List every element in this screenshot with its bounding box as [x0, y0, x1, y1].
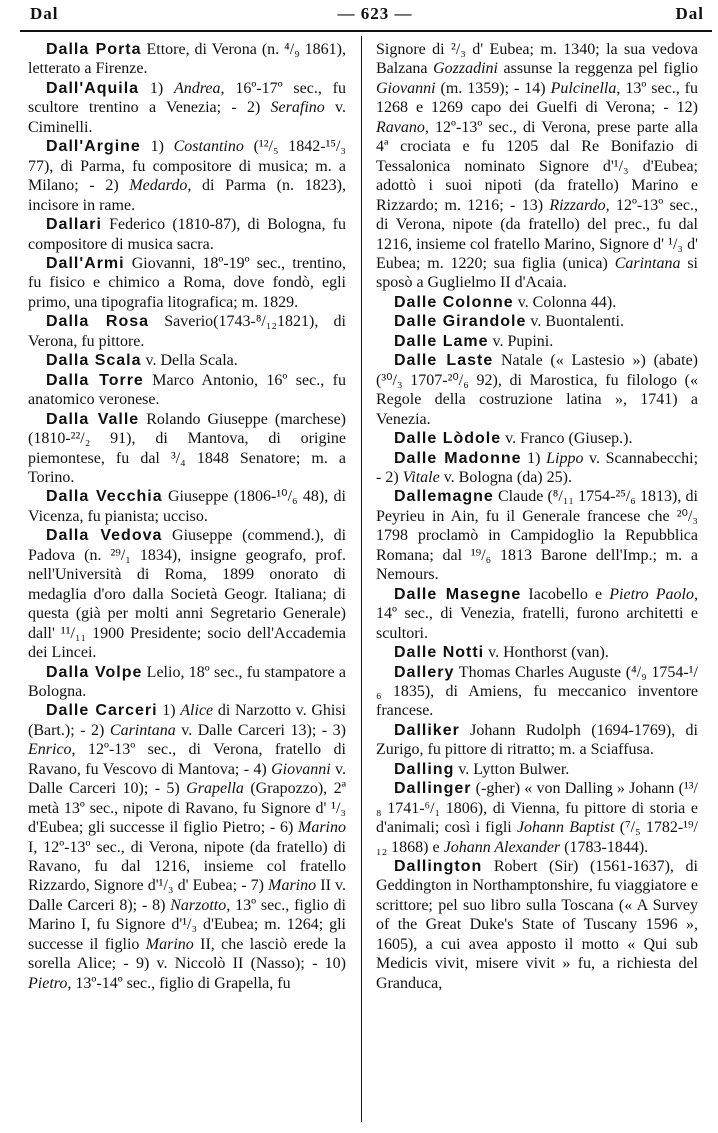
entry-text: v. Bologna (da) 25).	[439, 468, 572, 486]
dictionary-entry	[28, 79, 346, 137]
entry-italic-text: Alice	[180, 702, 214, 720]
dictionary-entry	[376, 721, 698, 760]
entry-headword: Dalla Vedova	[46, 527, 163, 545]
entry-headword: Dalla Valle	[46, 410, 140, 428]
entry-headword: Dalla Vecchia	[46, 488, 163, 506]
entry-headword: Dallari	[46, 216, 102, 234]
entry-text: v. Dalle Carceri 10); - 5)	[28, 760, 346, 798]
dictionary-entry	[28, 371, 346, 410]
dictionary-entry	[28, 663, 346, 702]
entry-headword: Dallemagne	[394, 488, 494, 506]
entry-text: 16º-17º sec., fu scultore trentino a Venezia; - 2)	[28, 79, 346, 117]
entry-text: Giuseppe (commend.), di Padova (n. ²⁹/₁ 1834), insigne geografo, prof. nell'Università di Roma, 1899 onorato di medaglia d'oro dalla Società Geogr. Italiana; di questa (già per molti anni Segretario Generale) dall' ¹¹/₁₁ 1900 Presidente; socio dell'Accademia dei Lincei.	[28, 527, 347, 662]
dictionary-entry	[28, 40, 346, 79]
dictionary-entry	[376, 487, 698, 584]
entry-headword: Dalla Volpe	[46, 663, 143, 681]
entry-text: (m. 1359); - 14)	[435, 79, 551, 97]
dictionary-entry	[376, 585, 698, 643]
entry-text: Robert (Sir) (1561-1637), di Geddington in Northamptonshire, fu viaggiatore e scrittore; pel suo libro sulla Toscana (« A Survey of the Great Duke's State of Tuscany 1596 », 1605), a cui avea apposto il motto « Qui sub Medicis vivit, misere vivit » fu, a richiesta del Granduca,	[376, 858, 698, 992]
dictionary-entry	[28, 351, 346, 370]
entry-italic-text: Marino	[298, 819, 346, 837]
entry-text: Iacobello e	[521, 585, 610, 603]
entry-text: 12º-13º sec., di Verona, nipote (da fratello) del prec., fu dal 1216, insieme col fratello Marino, Signore d' ¹/₃ d' Eubea; m. 1220; sua figlia (unica)	[376, 196, 698, 272]
entry-italic-text: Serafino	[270, 99, 325, 117]
dictionary-entry	[28, 254, 346, 312]
entry-headword: Dallery	[394, 663, 455, 681]
column-divider	[361, 36, 362, 1122]
entry-text: (Grapozzo), 2ª metà 13º sec., nipote di Ravano, fu Signore d' ¹/₃ d'Eubea; gli successe il figlio Pietro; - 6)	[28, 780, 346, 837]
entry-text: (1783-1844).	[560, 838, 649, 856]
header-left-guideword: Dal	[30, 4, 59, 23]
entry-text: Federico (1810-87), di Bologna, fu compositore di musica sacra.	[28, 216, 346, 253]
entry-text: (⁷/₅ 1782-¹⁹/₁₂ 1868) e	[376, 819, 699, 856]
entry-text: 12º-13º sec., di Verona, prese parte alla 4ª crociata e fu 1205 dal Re Bonifazio di Tessalonica nominato Signore d'¹/₃ d'Eubea; adottò i suoi nipoti (da fratello) Marino e Rizzardo; m. 1216; - 13)	[376, 118, 698, 214]
entry-italic-text: Pulcinella,	[550, 79, 621, 97]
entry-headword: Dall'Argine	[46, 138, 141, 156]
dictionary-entry	[28, 137, 346, 215]
dictionary-entry	[376, 40, 698, 293]
entry-text: Thomas Charles Auguste (⁴/₉ 1754-¹/₆ 1835), di Amiens, fu meccanico inventore francese.	[376, 663, 698, 720]
entry-italic-text: Ravano,	[376, 118, 429, 136]
entry-headword: Dalla Scala	[46, 352, 142, 370]
entry-text: 13º-14º sec., figlio di Grapella, fu	[71, 974, 291, 992]
entry-italic-text: Marino	[268, 877, 317, 895]
dictionary-entry	[376, 760, 698, 779]
entry-italic-text: Enrico,	[28, 741, 76, 759]
entry-italic-text: Marino	[145, 935, 194, 953]
entry-text: di Parma (n. 1823), incisore in rame.	[28, 177, 346, 214]
entry-text: II v. Dalle Carceri 8); - 8)	[28, 877, 347, 914]
dictionary-entry	[28, 526, 346, 662]
entry-headword: Dalle Laste	[394, 352, 494, 370]
entry-italic-text: Carintana	[614, 254, 681, 272]
entry-italic-text: Pietro Paolo,	[609, 585, 699, 603]
dictionary-entry	[28, 701, 346, 993]
entry-headword: Dalle Madonne	[394, 449, 522, 467]
entry-headword: Dalle Carceri	[46, 702, 158, 720]
entry-italic-text: Carintana	[109, 721, 176, 739]
entry-headword: Dalle Lame	[394, 332, 489, 350]
entry-text: assunse la reggenza pel figlio	[497, 60, 698, 78]
entry-text: v. Buontalenti.	[526, 313, 624, 331]
dictionary-entry	[376, 663, 698, 721]
entry-italic-text: Gozzadini	[433, 60, 498, 78]
entry-italic-text: Rizzardo,	[549, 196, 610, 214]
entry-text: 1)	[139, 79, 175, 97]
entry-text: II, che lasciò erede la sorella Alice; - 9) v. Niccolò II (Nasso); - 10)	[28, 935, 346, 973]
entry-text: I, 12º-13º sec., di Verona, nipote (da fratello) di Ravano, fu dal 1216, insieme col fratello Rizzardo, Signore d'¹/₃ d' Eubea; - 7)	[28, 838, 346, 895]
entry-italic-text: Lippo	[546, 449, 584, 467]
dictionary-entry	[376, 429, 698, 448]
dictionary-entry	[376, 293, 698, 312]
entry-text: Marco Antonio, 16º sec., fu anatomico veronese.	[28, 371, 346, 409]
dictionary-entry	[376, 312, 698, 331]
entry-text: (-gher) « von Dalling » Johann (¹³/₈ 1741-⁶/₁ 1806), di Vienna, fu pittore di storia e d'animali; così i figli	[376, 780, 698, 837]
dictionary-entry	[28, 487, 346, 526]
entry-headword: Dalling	[394, 760, 455, 778]
entry-text: Giuseppe (1806-¹⁰/₆ 48), di Vicenza, fu pianista; ucciso.	[28, 488, 347, 525]
entry-text: v. Scannabecchi; - 2)	[376, 449, 699, 486]
entry-text: 14º sec., di Venezia, fratelli, furono architetti e scultori.	[376, 605, 698, 642]
left-column	[28, 40, 346, 993]
entry-headword: Dalliker	[394, 721, 460, 739]
entry-headword: Dallington	[394, 858, 483, 876]
entry-headword: Dall'Aquila	[46, 79, 140, 97]
entry-italic-text: Giovanni	[376, 79, 436, 97]
dictionary-entry	[376, 857, 698, 993]
running-header	[20, 4, 710, 26]
dictionary-entry	[28, 410, 346, 488]
entry-italic-text: Costantino	[173, 138, 244, 156]
dictionary-entry	[28, 215, 346, 254]
dictionary-entry	[28, 312, 346, 351]
entry-text: 12º-13º sec., di Verona, fratello di Ravano, fu Vescovo di Mantova; - 4)	[28, 741, 346, 778]
entry-text: di Narzotto v. Ghisi (Bart.); - 2)	[28, 702, 347, 739]
entry-headword: Dalla Rosa	[46, 313, 150, 331]
dictionary-entry	[376, 332, 698, 351]
dictionary-entry	[376, 449, 698, 488]
entry-italic-text: Vitale	[402, 468, 440, 486]
entry-text: Rolando Giuseppe (marchese) (1810-²²/₂ 91), di Mantova, di origine piemontese, fu dal ³/₄ 1848 Senatore; m. a Torino.	[28, 410, 346, 486]
entry-text: Ettore, di Verona (n. ⁴/₉ 1861), letterato a Firenze.	[28, 41, 346, 78]
entry-text: v. Della Scala.	[141, 352, 238, 370]
entry-italic-text: Johann Baptist	[516, 819, 615, 837]
entry-text: Johann Rudolph (1694-1769), di Zurigo, fu pittore di ritratto; m. a Sciaffusa.	[376, 721, 698, 759]
entry-text: 1)	[521, 449, 547, 467]
entry-italic-text: Andrea,	[174, 79, 225, 97]
entry-text: Giovanni, 18º-19º sec., trentino, fu fisico e chimico a Roma, dove fondò, egli primo, una tipografia litografica; m. 1829.	[28, 254, 346, 311]
entry-text: v. Dalle Carceri 13); - 3)	[175, 721, 346, 739]
page-number: — 623 —	[337, 4, 413, 23]
entry-text: si sposò a Guglielmo II d'Acaia.	[376, 254, 699, 292]
entry-text: 13º sec., figlio di Marino I, fu Signore d'¹/₃ d'Eubea; m. 1264; gli successe il figlio	[28, 896, 347, 953]
entry-text: Claude (⁸/₁₁ 1754-²⁵/₆ 1813), di Peyrieu in Ain, fu il Generale francese che ²⁰/₃ 1798 proclamò in Campidoglio la Repubblica Romana; dal ¹⁹/₆ 1813 Barone dell'Imp.; m. a Nemours.	[376, 488, 698, 584]
entry-italic-text: Giovanni	[271, 760, 331, 778]
entry-text: v. Colonna 44).	[513, 293, 617, 311]
entry-text: v. Pupini.	[488, 332, 554, 350]
header-rule	[20, 30, 712, 32]
entry-text: Signore di ²/₃ d' Eubea; m. 1340; la sua vedova Balzana	[376, 41, 698, 78]
dictionary-entry	[376, 351, 698, 429]
entry-text: v. Lytton Bulwer.	[454, 760, 570, 778]
entry-headword: Dalla Torre	[46, 371, 144, 389]
entry-italic-text: Narzotto,	[170, 896, 231, 914]
right-column	[376, 40, 698, 993]
entry-text: Saverio(1743-⁸/₁₂1821), di Verona, fu pittore.	[28, 313, 346, 350]
entry-headword: Dall'Armi	[46, 254, 125, 272]
dictionary-entry	[376, 643, 698, 662]
entry-headword: Dalle Lòdole	[394, 430, 502, 448]
header-right-guideword: Dal	[675, 4, 704, 23]
entry-italic-text: Medardo,	[129, 177, 192, 195]
entry-text: 1)	[157, 702, 181, 720]
entry-italic-text: Pietro,	[28, 974, 72, 992]
entry-italic-text: Johann Alexander	[443, 838, 561, 856]
entry-text: v. Honthorst (van).	[484, 644, 609, 662]
entry-text: Lelio, 18º sec., fu stampatore a Bologna.	[28, 663, 347, 700]
dictionary-entry	[376, 779, 698, 857]
entry-text: 1)	[140, 138, 174, 156]
entry-text: 13º sec., fu 1268 e 1269 capo dei Guelfi di Verona; - 12)	[376, 79, 699, 117]
entry-headword: Dalle Colonne	[394, 293, 514, 311]
entry-headword: Dalle Girandole	[394, 313, 527, 331]
entry-text: v. Franco (Giusep.).	[501, 430, 633, 448]
entry-headword: Dalle Masegne	[394, 585, 522, 603]
entry-headword: Dalla Porta	[46, 41, 142, 58]
entry-text: (¹²/₅ 1842-¹⁵/₃ 77), di Parma, fu compositore di musica; m. a Milano; - 2)	[28, 138, 346, 195]
entry-italic-text: Grapella	[186, 780, 244, 798]
entry-headword: Dallinger	[394, 780, 472, 798]
entry-text: v. Ciminelli.	[28, 99, 346, 136]
entry-text: Natale (« Lastesio ») (abate) (³⁰/₃ 1707-²⁰/₆ 92), di Marostica, fu filologo (« Regole della costruzione latina », 1741) a Venezia.	[376, 352, 698, 428]
entry-headword: Dalle Notti	[394, 644, 485, 662]
